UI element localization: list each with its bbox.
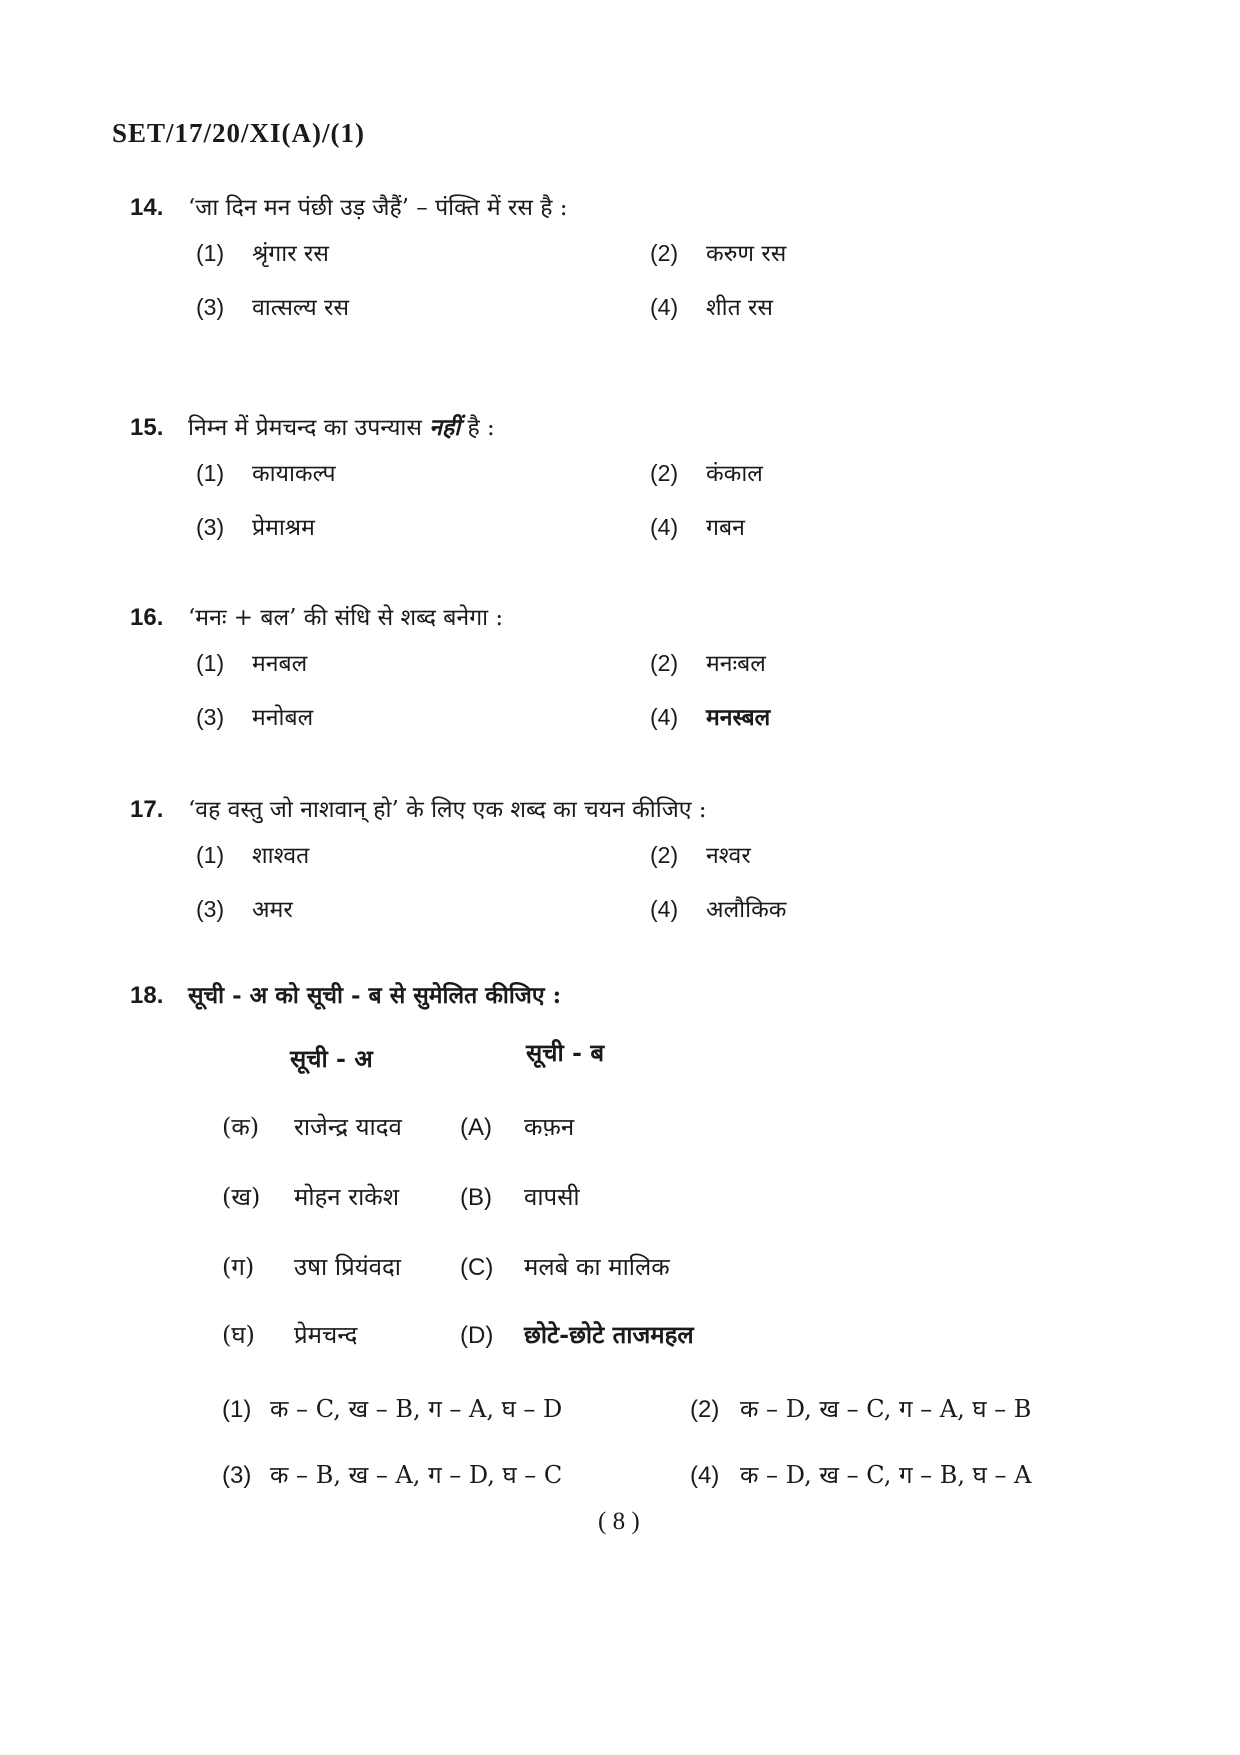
paper-code: SET/17/20/XI(A)/(1) xyxy=(112,118,366,148)
options xyxy=(130,646,1130,756)
option-4: (4) अलौकिक xyxy=(650,896,787,923)
match-row: (घ) प्रेमचन्द (D) छोटे-छोटे ताजमहल xyxy=(222,1320,694,1349)
option-4: (4) गबन xyxy=(650,514,745,541)
option-2: (2) मनःबल xyxy=(650,650,766,677)
answer-options-row-2: (3) क – B, ख – A, ग – D, घ – C (4) क – D, ख – C, ग – B, घ – A xyxy=(222,1461,1032,1489)
question-15 xyxy=(130,410,1130,566)
question-number: 17. xyxy=(130,796,164,823)
question-text: सूची - अ को सूची - ब से सुमेलित कीजिए : xyxy=(188,982,562,1009)
option-2: (2) करुण रस xyxy=(650,240,787,267)
option-3: (3) अमर xyxy=(196,896,293,923)
answer-options-row-1: (1) क – C, ख – B, ग – A, घ – D (2) क – D, ख – C, ग – A, घ – B xyxy=(222,1395,1032,1423)
option-3: (3) वात्सल्य रस xyxy=(196,294,349,321)
match-row: (ख) मोहन राकेश (B) वापसी xyxy=(222,1183,580,1211)
question-text: ‘मनः + बल’ की संधि से शब्द बनेगा : xyxy=(188,605,504,631)
question-text: ‘वह वस्तु जो नाशवान् हो’ के लिए एक शब्द का चयन कीजिए : xyxy=(188,797,707,823)
options xyxy=(130,838,1130,948)
option-2: (2) कंकाल xyxy=(650,460,763,487)
options xyxy=(130,456,1130,566)
question-14 xyxy=(130,190,1130,346)
match-row: (क) राजेन्द्र यादव (A) कफ़न xyxy=(222,1113,575,1141)
question-16 xyxy=(130,600,1130,756)
option-4: (4) मनस्बल xyxy=(650,704,771,731)
question-number: 18. xyxy=(130,982,164,1009)
option-1: (1) मनबल xyxy=(196,650,308,677)
option-3: (3) प्रेमाश्रम xyxy=(196,514,315,541)
option-2: (2) नश्वर xyxy=(650,842,751,869)
question-number: 14. xyxy=(130,194,164,221)
option-4: (4) शीत रस xyxy=(650,294,773,321)
option-1: (1) कायाकल्प xyxy=(196,460,336,487)
option-3: (3) मनोबल xyxy=(196,704,314,731)
question-text: निम्न में प्रेमचन्द का उपन्यास नहीं है : xyxy=(188,414,495,441)
option-1: (1) शाश्वत xyxy=(196,842,310,869)
question-number: 15. xyxy=(130,414,164,441)
question-18 xyxy=(130,978,1130,1010)
question-number: 16. xyxy=(130,604,164,631)
match-row: (ग) उषा प्रियंवदा (C) मलबे का मालिक xyxy=(222,1253,670,1281)
options xyxy=(130,236,1130,346)
question-17 xyxy=(130,792,1130,948)
emphasis-text: नहीं xyxy=(429,414,461,441)
question-text: ‘जा दिन मन पंछी उड़ जैहैं’ – पंक्ति में रस है : xyxy=(188,195,568,221)
list-b-heading: सूची - ब xyxy=(526,1038,605,1067)
page-number: ( 8 ) xyxy=(598,1508,640,1535)
option-1: (1) श्रृंगार रस xyxy=(196,240,329,267)
list-a-heading: सूची - अ xyxy=(290,1044,373,1073)
